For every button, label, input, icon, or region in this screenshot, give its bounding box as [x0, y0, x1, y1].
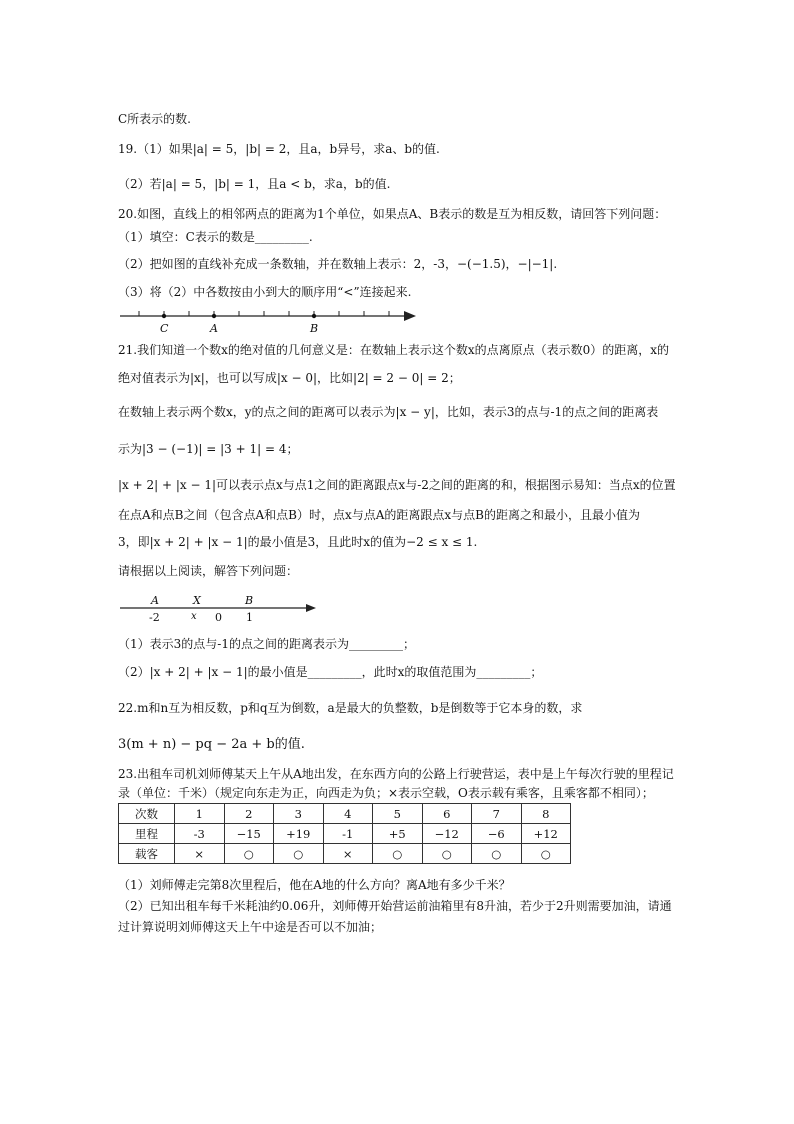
q23-line2: 录（单位：千米）（规定向东走为正，向西走为负；×表示空载，O表示载有乘客，且乘客都不相同）； — [118, 786, 654, 800]
q23-mileage-table — [118, 803, 571, 864]
table-cell: 4 — [323, 804, 373, 824]
table-cell: ○ — [373, 844, 423, 864]
q21-line6: 在点A和点B之间（包含点A和点B）时，点x与点A的距离跟点x与点B的距离之和最小，且最小值为 — [118, 508, 640, 522]
q18-tail: C所表示的数. — [118, 112, 191, 126]
q20-part2: （2）把如图的直线补充成一条数轴，并在数轴上表示：2，-3，−(−1.5)，−|−1|. — [118, 257, 558, 271]
table-row — [119, 844, 571, 864]
q21-label-x-upper: X — [193, 594, 201, 607]
table-cell: ○ — [422, 844, 472, 864]
table-cell: × — [323, 844, 373, 864]
q19-part2: （2）若|a| = 5，|b| = 1，且a < b，求a，b的值. — [118, 177, 391, 191]
table-cell: −12 — [422, 824, 472, 844]
q21-tick-0: 0 — [215, 611, 222, 624]
q20-part3: （3）将（2）中各数按由小到大的顺序用“<”连接起来. — [118, 285, 412, 299]
table-cell: 2 — [224, 804, 274, 824]
q23-part3: 过计算说明刘师傅这天上午中途是否可以不加油； — [118, 920, 383, 934]
q22-line2: 3(m + n) − pq − 2a + b的值. — [118, 737, 305, 752]
q23-part2: （2）已知出租车每千米耗油约0.06升，刘师傅开始营运前油箱里有8升油，若少于2升则需要加油，请通 — [118, 899, 672, 913]
q21-tick-neg2: -2 — [149, 611, 160, 624]
q20-label-a: A — [210, 322, 218, 335]
q20-part1: （1）填空：C表示的数是_________. — [118, 230, 313, 244]
table-cell: 1 — [175, 804, 225, 824]
q20-label-b: B — [310, 322, 319, 335]
q21-line2: 绝对值表示为|x|，也可以写成|x − 0|，比如|2| = 2 − 0| = 2； — [118, 371, 461, 385]
table-cell: ○ — [224, 844, 274, 864]
table-cell: 6 — [422, 804, 472, 824]
table-cell: 3 — [274, 804, 324, 824]
q20-axis-arrow — [404, 311, 416, 321]
q23-line1: 23.出租车司机刘师傅某天上午从A地出发，在东西方向的公路上行驶营运，表中是上午每次行驶的里程记 — [118, 767, 674, 781]
table-cell: -3 — [175, 824, 225, 844]
q20-point-b — [312, 314, 316, 318]
table-cell: −6 — [472, 824, 522, 844]
q21-line3: 在数轴上表示两个数x，y的点之间的距离可以表示为|x − y|，比如，表示3的点与-1的点之间的距离表 — [118, 405, 659, 419]
table-row — [119, 824, 571, 844]
q21-part2: （2）|x + 2| + |x − 1|的最小值是_________，此时x的取值范围为_________； — [118, 665, 543, 679]
q20-number-line — [118, 305, 428, 335]
table-header-passengers: 载客 — [119, 844, 175, 864]
q21-number-line — [118, 590, 328, 628]
table-cell: ○ — [472, 844, 522, 864]
q21-line7: 3，即|x + 2| + |x − 1|的最小值是3，且此时x的值为−2 ≤ x ≤ 1. — [118, 535, 478, 549]
q21-line5: |x + 2| + |x − 1|可以表示点x与点1之间的距离跟点x与-2之间的距离的和，根据图示易知：当点x的位置 — [118, 478, 676, 492]
q21-tick-1: 1 — [246, 611, 253, 624]
q20-point-c — [162, 314, 166, 318]
table-row — [119, 804, 571, 824]
q23-part1: （1）刘师傅走完第8次里程后，他在A地的什么方向？离A地有多少千米？ — [118, 878, 511, 892]
q21-axis-arrow — [306, 604, 316, 612]
table-cell: × — [175, 844, 225, 864]
q20-label-c: C — [160, 322, 169, 335]
table-cell: ○ — [521, 844, 571, 864]
table-cell: 8 — [521, 804, 571, 824]
q21-label-a: A — [151, 594, 159, 607]
table-header-mileage: 里程 — [119, 824, 175, 844]
table-cell: +12 — [521, 824, 571, 844]
q20-ticks — [139, 311, 389, 316]
q21-line8: 请根据以上阅读，解答下列问题： — [118, 564, 299, 578]
q21-tick-x: x — [191, 611, 197, 622]
q22-line1: 22.m和n互为相反数，p和q互为倒数，a是最大的负整数，b是倒数等于它本身的数，求 — [118, 701, 583, 715]
q21-line1: 21.我们知道一个数x的绝对值的几何意义是：在数轴上表示这个数x的点离原点（表示数0）的距离，x的 — [118, 343, 670, 357]
table-header-trips: 次数 — [119, 804, 175, 824]
table-cell: 7 — [472, 804, 522, 824]
q21-label-b: B — [245, 594, 254, 607]
q20-point-a — [212, 314, 216, 318]
q21-line4: 示为|3 − (−1)| = |3 + 1| = 4； — [118, 442, 299, 456]
q21-part1: （1）表示3的点与-1的点之间的距离表示为_________； — [118, 637, 415, 651]
table-cell: -1 — [323, 824, 373, 844]
table-cell: 5 — [373, 804, 423, 824]
q20-stem: 20.如图，直线上的相邻两点的距离为1个单位，如果点A、B表示的数是互为相反数，请回答下列问题： — [118, 207, 667, 221]
q19-part1: 19.（1）如果|a| = 5，|b| = 2，且a，b异号，求a、b的值. — [118, 142, 440, 156]
table-cell: ○ — [274, 844, 324, 864]
table-cell: +5 — [373, 824, 423, 844]
table-cell: −15 — [224, 824, 274, 844]
table-cell: +19 — [274, 824, 324, 844]
